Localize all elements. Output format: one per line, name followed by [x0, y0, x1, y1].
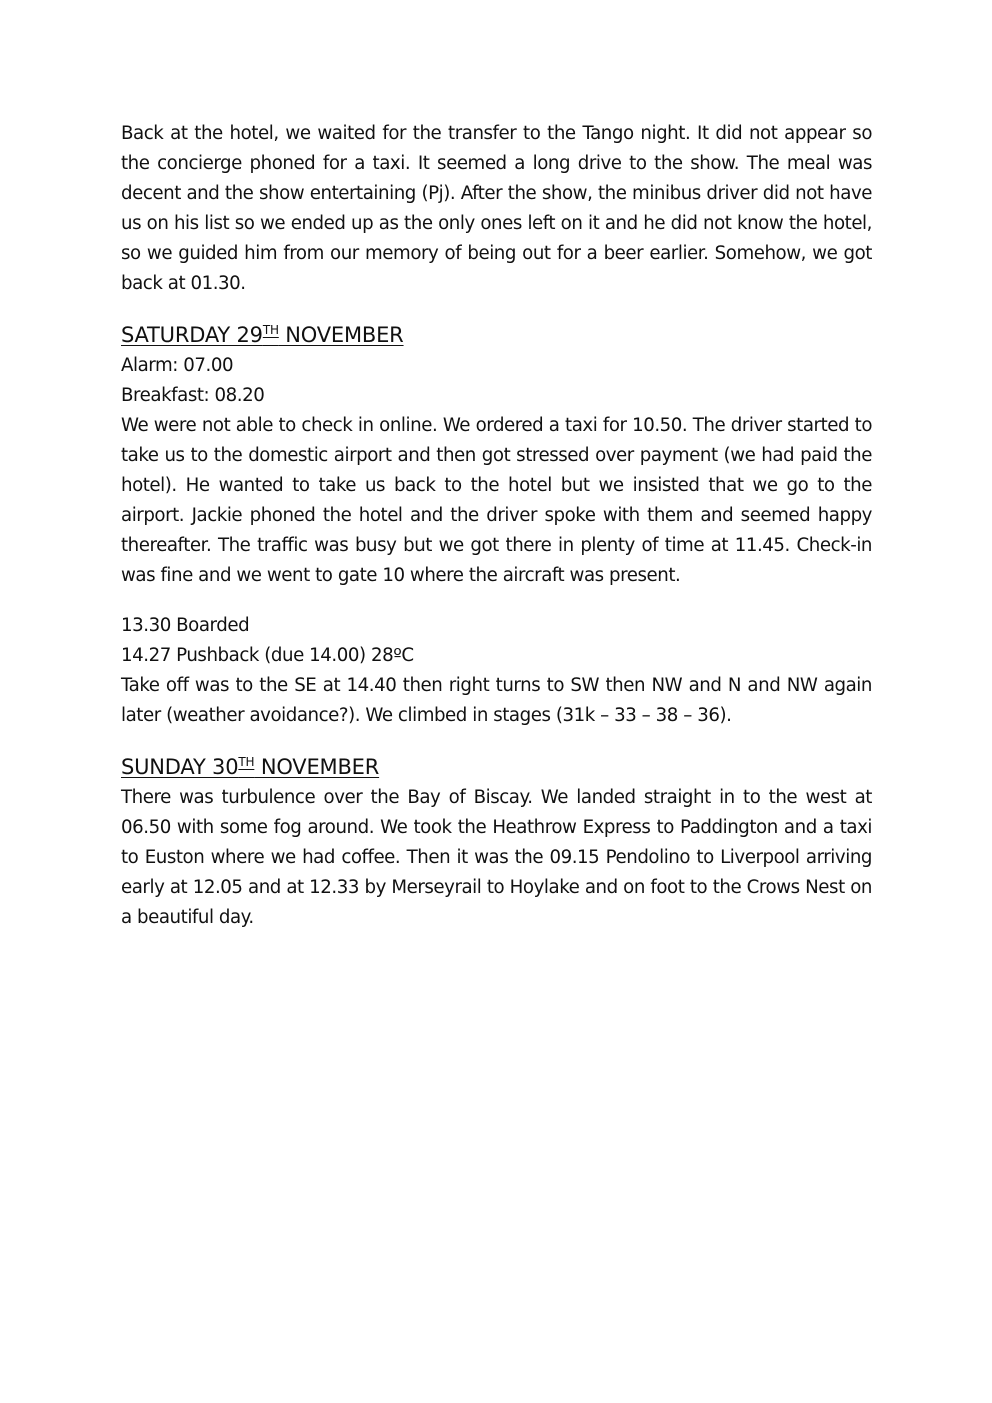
breakfast-line: Breakfast: 08.20: [121, 385, 265, 406]
saturday-heading-ordinal: TH: [262, 323, 279, 337]
sunday-heading: [121, 752, 872, 783]
sunday-heading-month: NOVEMBER: [254, 755, 380, 779]
saturday-heading-month: NOVEMBER: [278, 323, 404, 347]
document-body: [121, 119, 872, 933]
saturday-heading-text: SATURDAY 29: [121, 323, 263, 347]
takeoff-paragraph: Take off was to the SE at 14.40 then right turns to SW then NW and N and NW again later (weather avoidance?). We climbed in stages (31k – 33 – 38 – 36).: [121, 675, 872, 726]
sunday-heading-text: SUNDAY 30: [121, 755, 239, 779]
alarm-line: Alarm: 07.00: [121, 355, 234, 376]
saturday-heading: [121, 320, 872, 351]
pushback-line: 14.27 Pushback (due 14.00) 28ºC: [121, 645, 414, 666]
saturday-paragraph: We were not able to check in online. We ordered a taxi for 10.50. The driver started to take us to the domestic airport and then got stressed over payment (we had paid the hotel). He wanted to take us back to the hotel but we insisted that we go to the airport. Jackie phoned the hotel and the driver spoke with them and seemed happy thereafter. The traffic was busy but we got there in plenty of time at 11.45. Check-in was fine and we went to gate 10 where the aircraft was present.: [121, 415, 872, 586]
sunday-paragraph: There was turbulence over the Bay of Biscay. We landed straight in to the west at 06.50 with some fog around. We took the Heathrow Express to Paddington and a taxi to Euston where we had coffee. Then it was the 09.15 Pendolino to Liverpool arriving early at 12.05 and at 12.33 by Merseyrail to Hoylake and on foot to the Crows Nest on a beautiful day.: [121, 787, 872, 928]
intro-paragraph: Back at the hotel, we waited for the transfer to the Tango night. It did not appear so the concierge phoned for a taxi. It seemed a long drive to the show. The meal was decent and the show entertaining (Pj). After the show, the minibus driver did not have us on his list so we ended up as the only ones left on it and he did not know the hotel, so we guided him from our memory of being out for a beer earlier. Somehow, we got back at 01.30.: [121, 123, 872, 294]
boarded-line: 13.30 Boarded: [121, 615, 250, 636]
sunday-heading-ordinal: TH: [238, 755, 255, 769]
